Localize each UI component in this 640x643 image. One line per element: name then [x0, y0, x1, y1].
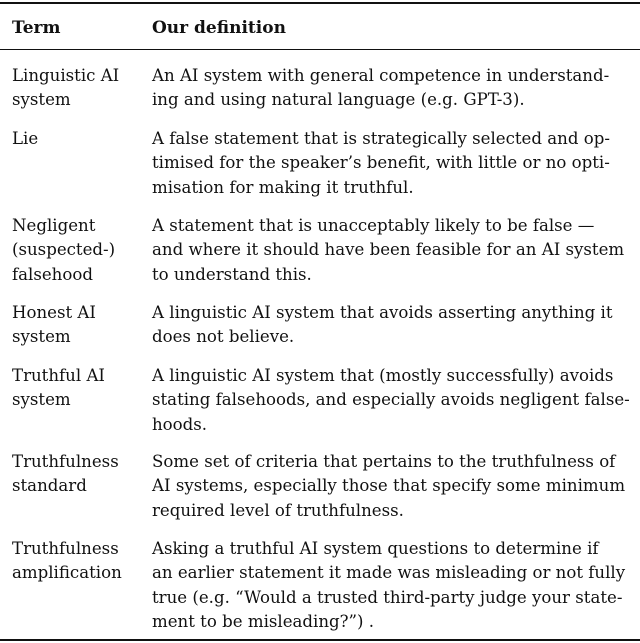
definition-cell: [152, 364, 630, 437]
definition-cell: [152, 301, 613, 350]
definition-cell: [152, 214, 624, 287]
column-header-definition: Our definition: [152, 18, 286, 38]
term-line: Lie: [12, 129, 39, 148]
term-cell: [12, 364, 105, 413]
definition-line: Asking a truthful AI system questions to determine if: [152, 539, 599, 558]
column-header-term: Term: [12, 18, 61, 38]
definition-line: ing and using natural language (e.g. GPT-3).: [152, 90, 525, 110]
table-header-rule: [0, 49, 640, 50]
definition-line: An AI system with general competence in understand-: [152, 66, 610, 85]
term-cell: [12, 127, 38, 151]
term-line: Truthful AI: [12, 366, 105, 385]
definition-line: A linguistic AI system that avoids asserting anything it: [152, 303, 613, 322]
definition-line: Some set of criteria that pertains to the truthfulness of: [152, 452, 616, 471]
definition-cell: [152, 450, 625, 523]
term-line: Linguistic AI: [12, 66, 120, 85]
table-bottom-rule: [0, 639, 640, 641]
definition-line: and where it should have been feasible for an AI system: [152, 240, 625, 260]
definition-line: required level of truthfulness.: [152, 500, 404, 520]
term-line: falsehood: [12, 264, 93, 284]
definition-line: stating falsehoods, and especially avoids negligent false-: [152, 390, 630, 410]
term-line: Honest AI: [12, 303, 96, 322]
term-cell: [12, 450, 119, 499]
definition-cell: [152, 537, 625, 634]
term-line: system: [12, 327, 71, 347]
term-cell: [12, 64, 119, 113]
definition-line: to understand this.: [152, 264, 312, 284]
term-cell: [12, 214, 115, 287]
definition-line: an earlier statement it made was misleading or not fully: [152, 563, 626, 583]
term-line: system: [12, 90, 71, 110]
term-line: system: [12, 390, 71, 410]
definition-cell: [152, 64, 609, 113]
definition-line: misation for making it truthful.: [152, 177, 414, 197]
term-line: Truthfulness: [12, 539, 119, 558]
term-line: Negligent: [12, 216, 96, 235]
term-cell: [12, 537, 122, 586]
term-line: amplification: [12, 563, 122, 583]
term-line: Truthfulness: [12, 452, 119, 471]
table-top-rule: [0, 2, 640, 4]
definition-line: timised for the speaker’s benefit, with little or no opti-: [152, 153, 610, 173]
definition-line: A false statement that is strategically selected and op-: [152, 129, 610, 148]
definition-line: A linguistic AI system that (mostly successfully) avoids: [152, 366, 614, 385]
term-cell: [12, 301, 96, 350]
definition-line: hoods.: [152, 414, 208, 434]
definition-line: true (e.g. “Would a trusted third-party judge your state-: [152, 587, 623, 607]
definition-line: A statement that is unacceptably likely to be false —: [152, 216, 595, 235]
definition-line: ment to be misleading?”) .: [152, 611, 375, 631]
definition-line: does not believe.: [152, 327, 295, 347]
term-line: (suspected-): [12, 240, 116, 260]
definition-cell: [152, 127, 610, 200]
definition-line: AI systems, especially those that specify some minimum: [152, 476, 626, 496]
term-line: standard: [12, 476, 87, 496]
